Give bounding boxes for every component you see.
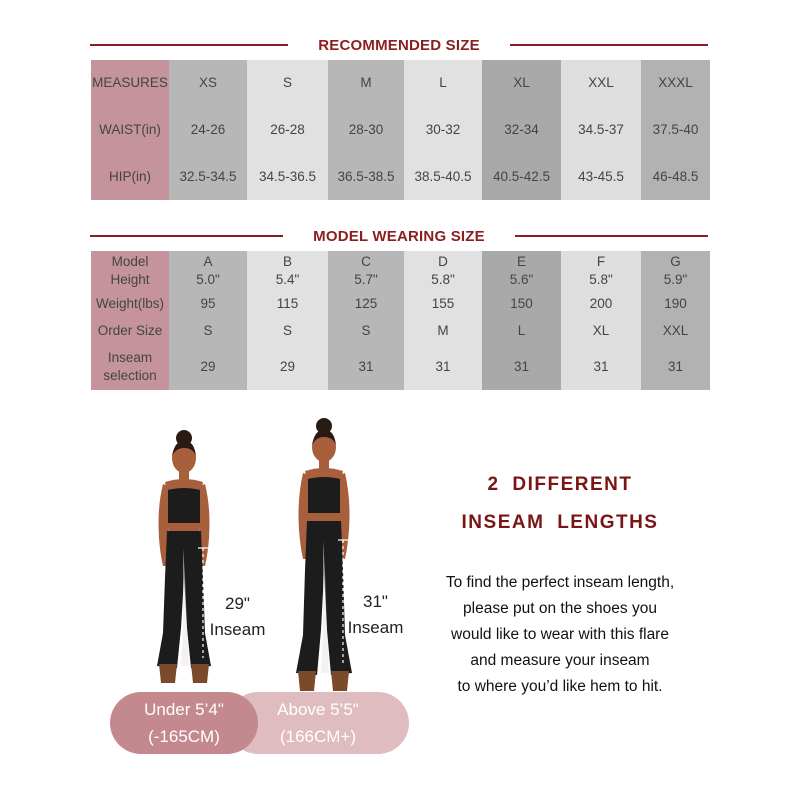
table-cell: 30-32 [404, 107, 482, 154]
table-cell: S [169, 318, 247, 344]
table-cell: 43-45.5 [561, 153, 641, 200]
table-cell: 190 [641, 291, 710, 318]
cell-height: 5.8" [431, 272, 455, 287]
table-row [91, 251, 710, 291]
table-cell [482, 251, 561, 291]
heading-rule-left [90, 44, 288, 46]
row-header-model-height [91, 251, 169, 291]
table-cell: L [482, 318, 561, 344]
cell-height: 5.9" [663, 272, 688, 287]
badge-height: Under 5’4" [144, 699, 224, 719]
row-header: MEASURES [91, 60, 169, 107]
table-cell: XL [482, 60, 561, 107]
table-cell: 125 [328, 291, 404, 318]
table-cell: 40.5-42.5 [482, 153, 561, 200]
table-cell: 36.5-38.5 [328, 153, 404, 200]
cell-model: B [282, 253, 292, 269]
table-cell: M [404, 318, 482, 344]
model-wearing-size-heading [90, 224, 708, 248]
cell-model: A [203, 253, 213, 269]
table-cell: 150 [482, 291, 561, 318]
table-row [91, 344, 710, 390]
recommended-size-heading [90, 33, 708, 57]
table-row [91, 107, 710, 154]
inseam-word: Inseam [347, 618, 404, 638]
instruction-line: and measure your inseam [470, 652, 650, 670]
table-cell: 115 [247, 291, 328, 318]
table-cell: 31 [561, 344, 641, 390]
row-label: Height [110, 272, 150, 287]
table-row [91, 60, 710, 107]
badge-height: Above 5’5" [277, 699, 359, 719]
cell-model: C [361, 253, 371, 269]
row-header-weight: Weight(lbs) [91, 291, 169, 318]
table-cell: M [328, 60, 404, 107]
table-cell: 32.5-34.5 [169, 153, 247, 200]
table-cell: 38.5-40.5 [404, 153, 482, 200]
table-cell: S [328, 318, 404, 344]
model-wearing-size-table [91, 251, 710, 390]
table-row [91, 291, 710, 318]
table-cell [641, 251, 710, 291]
recommended-size-title: RECOMMENDED SIZE [318, 36, 480, 54]
instruction-line: To find the perfect inseam length, [445, 574, 675, 591]
table-cell [169, 251, 247, 291]
cell-height: 5.8" [589, 272, 613, 287]
table-cell: 28-30 [328, 107, 404, 154]
short-inseam-label [200, 594, 275, 641]
cell-height: 5.4" [275, 272, 300, 287]
table-cell: 34.5-37 [561, 107, 641, 154]
row-label: selection [103, 368, 157, 383]
table-cell: 32-34 [482, 107, 561, 154]
table-cell: XXL [641, 318, 710, 344]
different-lengths-title-line2: INSEAM LENGTHS [461, 512, 659, 533]
model-wearing-size-title: MODEL WEARING SIZE [313, 227, 485, 245]
table-cell: 29 [247, 344, 328, 390]
table-cell: 31 [404, 344, 482, 390]
inseam-word: Inseam [209, 620, 266, 640]
row-header: HIP(in) [91, 153, 169, 200]
table-cell: 31 [328, 344, 404, 390]
cell-height: 5.6" [509, 272, 534, 287]
instruction-line: would like to wear with this flare [451, 626, 669, 644]
heading-rule-left [90, 235, 283, 237]
table-cell: S [247, 318, 328, 344]
cell-height: 5.0" [196, 272, 220, 287]
under-5-4-badge [110, 692, 258, 754]
badge-cm: (166CM+) [279, 727, 357, 746]
inseam-value: 29" [225, 594, 250, 613]
heading-rule-right [515, 235, 708, 237]
table-row [91, 318, 710, 344]
table-cell: L [404, 60, 482, 107]
table-cell: 95 [169, 291, 247, 318]
badge-cm: (-165CM) [148, 727, 220, 746]
table-cell: 24-26 [169, 107, 247, 154]
heading-rule-right [510, 44, 708, 46]
table-row [91, 153, 710, 200]
table-cell: XL [561, 318, 641, 344]
row-header-order-size: Order Size [91, 318, 169, 344]
inseam-value: 31" [363, 592, 388, 611]
cell-height: 5.7" [354, 272, 378, 287]
recommended-size-table [91, 60, 710, 200]
table-cell [328, 251, 404, 291]
table-cell: S [247, 60, 328, 107]
row-header-inseam [91, 344, 169, 390]
short-model-illustration [145, 428, 235, 693]
table-cell: 26-28 [247, 107, 328, 154]
cell-model: D [438, 253, 448, 269]
table-cell [247, 251, 328, 291]
table-cell: 155 [404, 291, 482, 318]
table-cell: 31 [641, 344, 710, 390]
table-cell [404, 251, 482, 291]
row-label: Inseam [107, 349, 153, 365]
table-cell: 46-48.5 [641, 153, 710, 200]
table-cell: 34.5-36.5 [247, 153, 328, 200]
table-cell: XXXL [641, 60, 710, 107]
tall-model-illustration [280, 415, 360, 695]
cell-model: E [516, 253, 526, 269]
different-lengths-title-line1: 2 DIFFERENT [487, 474, 633, 495]
row-header: WAIST(in) [91, 107, 169, 154]
table-cell: XXL [561, 60, 641, 107]
table-cell: XS [169, 60, 247, 107]
inseam-instructions [425, 570, 695, 700]
table-cell [561, 251, 641, 291]
table-cell: 29 [169, 344, 247, 390]
table-cell: 31 [482, 344, 561, 390]
instruction-line: please put on the shoes you [463, 600, 657, 618]
cell-model: G [670, 253, 681, 269]
row-label: Model [111, 253, 149, 269]
table-cell: 200 [561, 291, 641, 318]
long-inseam-label [338, 592, 413, 639]
instruction-line: to where you’d like hem to hit. [457, 678, 663, 696]
table-cell: 37.5-40 [641, 107, 710, 154]
cell-model: F [596, 253, 606, 269]
